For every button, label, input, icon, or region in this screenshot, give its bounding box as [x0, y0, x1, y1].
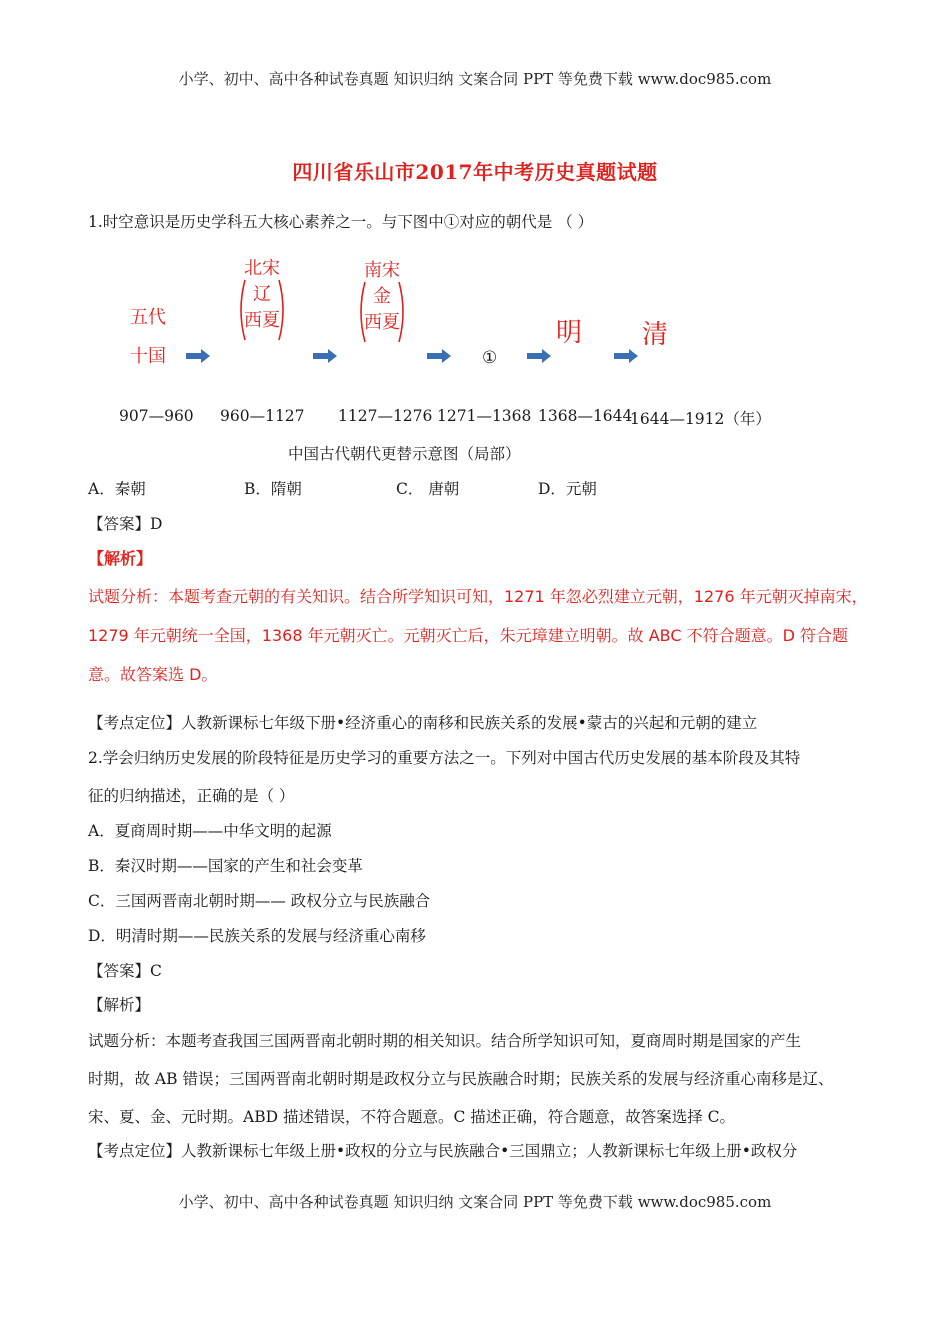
q1-analysis-line: 1279 年元朝统一全国，1368 年元朝灭亡。元朝灭亡后，朱元璋建立明朝。故 ABC 不符合题意。D 符合题	[88, 626, 849, 645]
group1-item: 辽	[253, 284, 271, 305]
arrow-icon	[427, 349, 451, 363]
q2-option-b: B．秦汉时期——国家的产生和社会变革	[88, 857, 363, 875]
group-beisong-liao-xixia	[237, 252, 287, 362]
q2-analysis-line: 试题分析：本题考查我国三国两晋南北朝时期的相关知识。结合所学知识可知，夏商周时期是国家的产生	[88, 1032, 802, 1050]
diagram-caption: 中国古代朝代更替示意图（局部）	[288, 445, 521, 463]
label-wudai: 五代	[130, 307, 166, 328]
q1-kaodian: 【考点定位】人教新课标七年级下册•经济重心的南移和民族关系的发展•蒙古的兴起和元朝的建立	[88, 714, 758, 732]
group2-item: 西夏	[364, 312, 400, 333]
circle-one-marker: ①	[482, 348, 498, 368]
q2-option-d: D．明清时期——民族关系的发展与经济重心南移	[88, 927, 426, 945]
q1-analysis-line: 试题分析：本题考查元朝的有关知识。结合所学知识可知，1271 年忽必烈建立元朝，1276 年元朝灭掉南宋，	[88, 587, 868, 606]
q1-analysis-label: 【解析】	[88, 549, 153, 568]
arrow-icon	[527, 349, 551, 363]
label-shiguo: 十国	[130, 346, 166, 367]
q1-stem: 1.时空意识是历史学科五大核心素养之一。与下图中①对应的朝代是 （ ）	[88, 213, 594, 231]
q2-stem-line: 征的归纳描述，正确的是（ ）	[88, 787, 295, 805]
q2-answer: 【答案】C	[88, 962, 162, 980]
group2-item: 金	[373, 286, 391, 307]
q2-kaodian: 【考点定位】人教新课标七年级上册•政权的分立与民族融合•三国鼎立；人教新课标七年级上册•政权分	[88, 1142, 798, 1160]
q1-option-a: A．秦朝	[88, 480, 146, 498]
q2-analysis-line: 时期，故 AB 错误；三国两晋南北朝时期是政权分立与民族融合时期；民族关系的发展与经济重心南移是辽、	[88, 1070, 834, 1088]
year-range: 1368—1644	[538, 407, 633, 425]
arrow-icon	[614, 349, 638, 363]
label-ming: 明	[556, 318, 583, 348]
year-range: 1644—1912（年）	[630, 410, 771, 428]
label-qing: 清	[642, 320, 669, 350]
q2-analysis-label: 【解析】	[88, 996, 151, 1014]
page-header: 小学、初中、高中各种试卷真题 知识归纳 文案合同 PPT 等免费下载 www.doc985.com	[178, 70, 772, 88]
group1-item: 西夏	[244, 310, 280, 331]
q1-analysis-line: 意。故答案选 D。	[88, 665, 218, 684]
q1-answer: 【答案】D	[88, 515, 163, 533]
year-range: 1271—1368	[437, 407, 532, 425]
q2-analysis-line: 宋、夏、金、元时期。ABD 描述错误，不符合题意。C 描述正确，符合题意，故答案选择 C。	[88, 1108, 736, 1126]
page-title: 四川省乐山市2017年中考历史真题试题	[292, 160, 658, 184]
q1-option-b: B．隋朝	[244, 480, 302, 498]
q2-option-a: A．夏商周时期——中华文明的起源	[88, 822, 332, 840]
year-range: 1127—1276	[338, 407, 433, 425]
arrow-icon	[313, 349, 337, 363]
page-footer: 小学、初中、高中各种试卷真题 知识归纳 文案合同 PPT 等免费下载 www.doc985.com	[178, 1193, 772, 1211]
q2-option-c: C．三国两晋南北朝时期—— 政权分立与民族融合	[88, 892, 431, 910]
group2-item: 南宋	[364, 260, 400, 281]
year-range: 907—960	[119, 407, 194, 425]
arrow-icon	[186, 349, 210, 363]
group-nansong-jin-xixia	[357, 254, 407, 364]
q1-option-c: C． 唐朝	[396, 480, 460, 498]
q1-option-d: D．元朝	[538, 480, 597, 498]
year-range: 960—1127	[220, 407, 305, 425]
group1-item: 北宋	[244, 258, 280, 279]
q2-stem-line: 2.学会归纳历史发展的阶段特征是历史学习的重要方法之一。下列对中国古代历史发展的基本阶段及其特	[88, 749, 801, 767]
